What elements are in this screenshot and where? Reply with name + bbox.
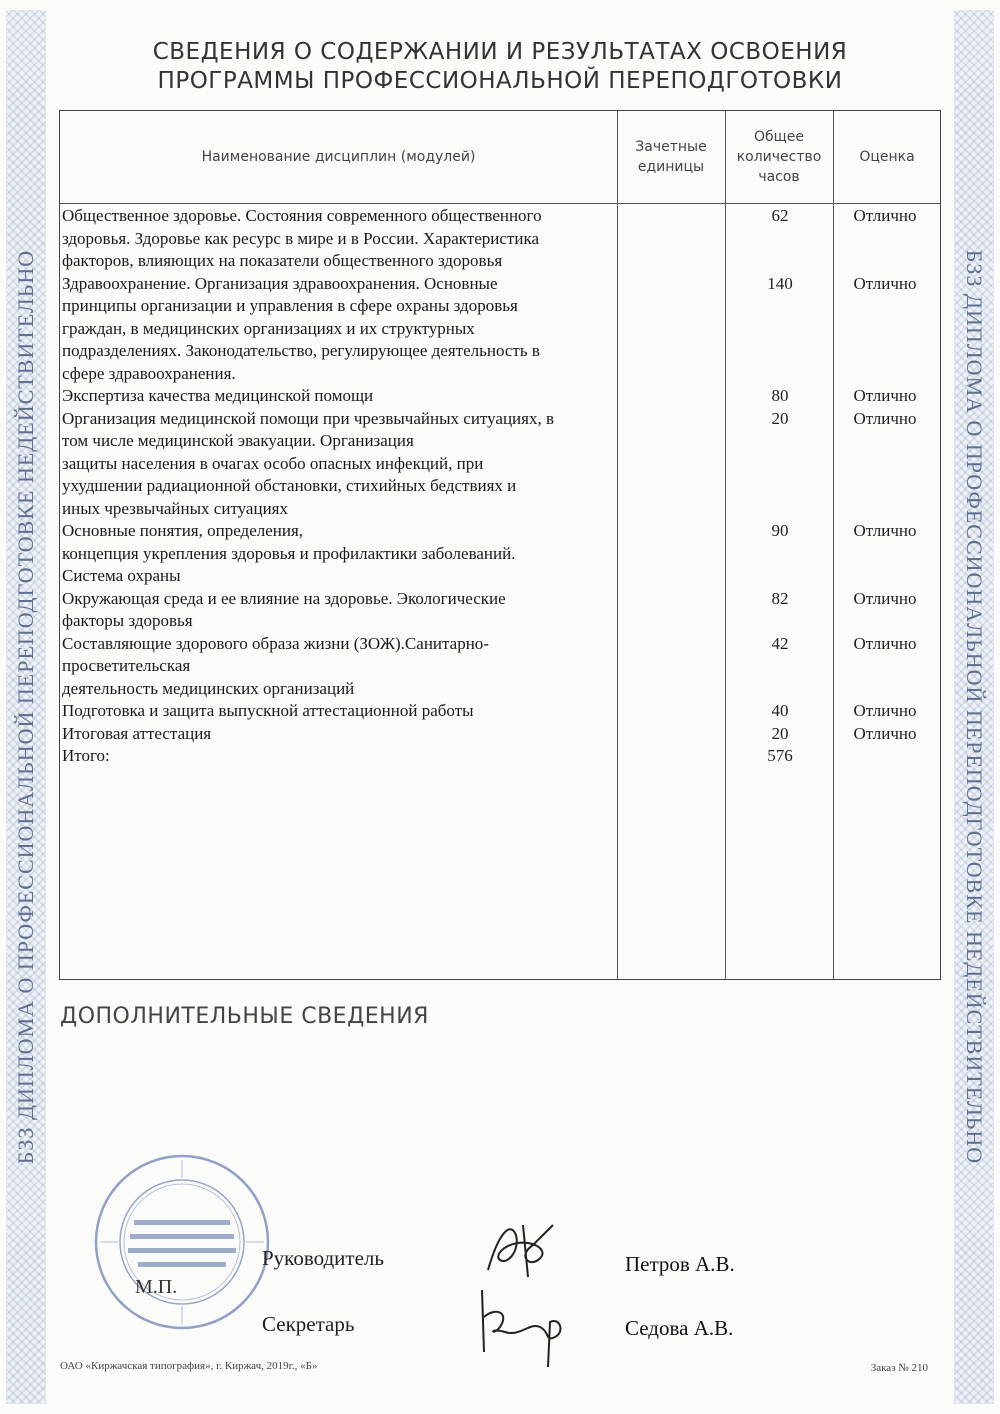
table-row	[62, 633, 942, 701]
additional-info-heading: ДОПОЛНИТЕЛЬНЫЕ СВЕДЕНИЯ	[60, 1004, 429, 1029]
discipline-grade: Отлично	[853, 633, 917, 653]
title-line-2: ПРОГРАММЫ ПРОФЕССИОНАЛЬНОЙ ПЕРЕПОДГОТОВКИ	[157, 68, 843, 94]
secretary-signature	[470, 1282, 580, 1372]
secretary-label: Секретарь	[262, 1312, 355, 1336]
table-row	[62, 723, 942, 746]
discipline-grade: Отлично	[853, 588, 917, 608]
header-divider	[60, 203, 940, 204]
discipline-name: Окружающая среда и ее влияние на здоровье. Экологические факторы здоровья	[62, 588, 506, 630]
left-security-border	[6, 10, 46, 1404]
printer-info: ОАО «Киржачская типография», г. Киржач, 2019г., «Б»	[60, 1360, 318, 1372]
discipline-hours: 20	[771, 723, 789, 743]
head-signature	[478, 1215, 568, 1280]
right-security-border	[954, 10, 994, 1404]
table-row	[62, 700, 942, 723]
head-name: Петров А.В.	[625, 1252, 735, 1276]
discipline-grade: Отлично	[853, 386, 917, 405]
discipline-name: Экспертиза качества медицинской помощи	[62, 386, 374, 405]
total-label: Итого:	[62, 746, 110, 765]
discipline-grade: Отлично	[853, 723, 917, 743]
table-row	[62, 205, 942, 273]
table-body	[62, 205, 942, 768]
order-number: Заказ № 210	[870, 1362, 928, 1374]
discipline-hours: 42	[771, 633, 789, 653]
header-credits: Зачетные единицы	[635, 139, 707, 175]
table-row	[62, 520, 942, 588]
discipline-grade: Отлично	[853, 701, 917, 720]
head-label: Руководитель	[262, 1246, 384, 1270]
table-row	[62, 273, 942, 386]
discipline-hours: 40	[771, 701, 789, 720]
discipline-grade: Отлично	[853, 206, 917, 225]
table-row	[62, 408, 942, 521]
discipline-grade: Отлично	[853, 408, 917, 428]
discipline-hours: 90	[771, 521, 789, 540]
discipline-hours: 140	[767, 273, 793, 293]
discipline-name: Подготовка и защита выпускной аттестационной работы	[62, 701, 474, 720]
header-name: Наименование дисциплин (модулей)	[201, 149, 476, 165]
discipline-grade: Отлично	[853, 521, 917, 540]
discipline-name: Здравоохранение. Организация здравоохранения. Основные принципы организации и управления в сфере охраны здоровья граждан, в медицинских организациях и их структурных подразделениях. Законодательство, регулирующее деятельность в сфере здравоохранения.	[62, 273, 540, 383]
header-hours: Общее количество часов	[736, 129, 822, 185]
discipline-name: Организация медицинской помощи при чрезвычайных ситуациях, в том числе медицинской эвакуации. Организация защиты населения в очагах особо опасных инфекций, при ухудшении радиационной обстановки, стихийных бедствиях и иных чрезвычайных ситуациях	[62, 408, 554, 518]
discipline-hours: 80	[771, 386, 789, 405]
discipline-name: Составляющие здорового образа жизни (ЗОЖ).Санитарно- просветительская деятельность медицинских организаций	[62, 633, 489, 698]
table-row	[62, 385, 942, 408]
discipline-name: Общественное здоровье. Состояния современного общественного здоровья. Здоровье как ресурс в мире и в России. Характеристика факторов, влияющих на показатели общественного здоровья	[62, 206, 542, 270]
total-row	[62, 745, 942, 768]
right-border-text: БЗЗ ДИПЛОМА О ПРОФЕССИОНАЛЬНОЙ ПЕРЕПОДГОТОВКЕ НЕДЕЙСТВИТЕЛЬНО	[962, 249, 987, 1165]
title-line-1: СВЕДЕНИЯ О СОДЕРЖАНИИ И РЕЗУЛЬТАТАХ ОСВОЕНИЯ	[152, 39, 848, 65]
secretary-name: Седова А.В.	[625, 1316, 734, 1340]
document-title	[60, 38, 940, 96]
total-hours: 576	[767, 746, 793, 765]
discipline-hours: 20	[771, 408, 789, 428]
discipline-grade: Отлично	[853, 273, 917, 293]
left-border-text: БЗЗ ДИПЛОМА О ПРОФЕССИОНАЛЬНОЙ ПЕРЕПОДГОТОВКЕ НЕДЕЙСТВИТЕЛЬНО	[13, 249, 38, 1165]
table-row	[62, 588, 942, 633]
header-grade: Оценка	[859, 149, 915, 165]
discipline-hours: 62	[771, 206, 789, 225]
mp-label: М.П.	[135, 1276, 178, 1298]
discipline-name: Итоговая аттестация	[62, 723, 212, 743]
round-seal-stamp	[92, 1152, 272, 1332]
discipline-hours: 82	[771, 588, 789, 608]
discipline-name: Основные понятия, определения, концепция укрепления здоровья и профилактики заболеваний. Система охраны	[62, 521, 516, 585]
